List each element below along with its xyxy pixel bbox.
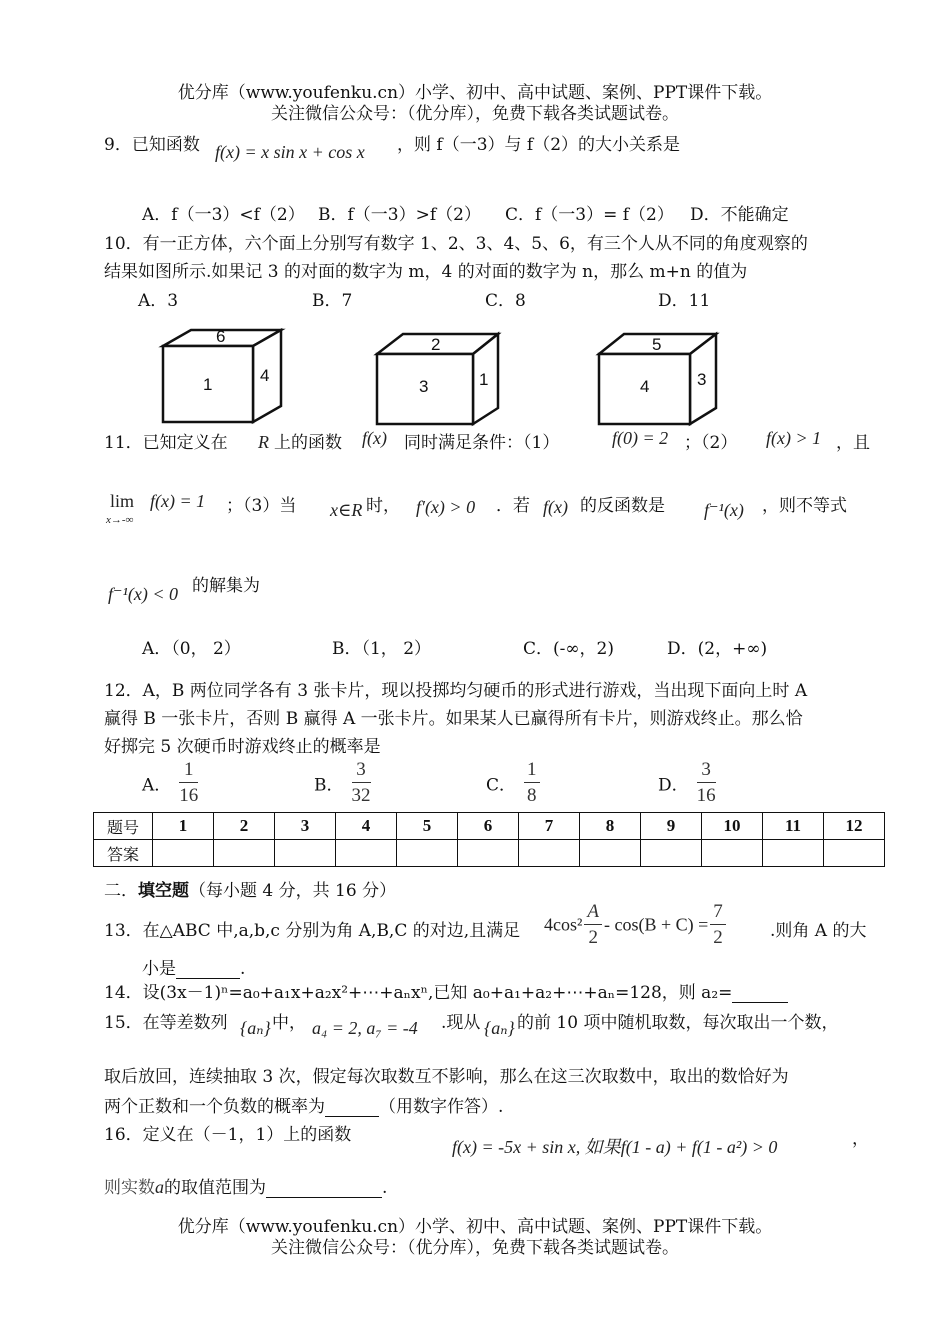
- q16-line-2-var: a: [155, 1177, 164, 1197]
- q11-line3-expr: f⁻¹(x) < 0: [108, 584, 179, 604]
- answer-cell[interactable]: [275, 840, 336, 867]
- footer-line-1: 优分库（www.youfenku.cn）小学、初中、高中试题、案例、PPT课件下载。: [177, 1217, 773, 1237]
- answer-cell[interactable]: [153, 840, 214, 867]
- q13-line-2-end: .: [240, 959, 246, 979]
- header-line-1: 优分库（www.youfenku.cn）小学、初中、高中试题、案例、PPT课件下载。: [177, 83, 773, 103]
- section-2-title: 填空题: [138, 881, 189, 901]
- q12-option-b-num: 3: [352, 760, 371, 783]
- q13-rhs-den: 2: [713, 926, 723, 948]
- q10-line-1: 10．有一正方体，六个面上分别写有数字 1、2、3、4、5、6，有三个人从不同的角度观察的: [104, 234, 808, 254]
- answer-cell[interactable]: [824, 840, 885, 867]
- q11-line1-d: ；（2）: [684, 433, 738, 453]
- q16-formula: f(x) = -5x + sin x, 如果f(1 - a) + f(1 - a²) > 0: [452, 1137, 778, 1157]
- header-line-2: 关注微信公众号：（优分库），免费下载各类试题试卷。: [271, 104, 679, 124]
- q10-option-d: D．11: [658, 291, 711, 311]
- answer-table: [93, 812, 885, 867]
- q11-option-b: B．（1， 2）: [332, 639, 432, 659]
- cube-2-side: 1: [479, 370, 489, 389]
- q12-option-c-den: 8: [527, 784, 537, 806]
- q15-seq-2: {aₙ}: [484, 1018, 515, 1038]
- q13-formula-a: 4cos²: [544, 914, 583, 935]
- q9-prefix: 9．已知函数: [104, 135, 200, 155]
- q15-line-3-b: （用数字作答）.: [379, 1097, 504, 1117]
- q11-line2-d: 的反函数是: [580, 496, 665, 516]
- q15-seq: {aₙ}: [240, 1018, 271, 1038]
- q11-lim-expr: f(x) = 1: [150, 491, 206, 511]
- q11-line1-R: R: [258, 432, 269, 452]
- q15-text-b: 中，: [272, 1013, 306, 1033]
- q9-option-b: B．f（一3）>f（2）: [318, 205, 481, 225]
- q11-line2-c: ．若: [496, 496, 530, 516]
- cube-1: [153, 326, 288, 426]
- footer-line-2: 关注微信公众号：（优分库），免费下载各类试题试卷。: [271, 1238, 679, 1258]
- answer-table-num: 12: [824, 813, 885, 840]
- q16-line-2: [104, 1173, 387, 1198]
- q11-line1-c: 同时满足条件：（1）: [404, 433, 560, 453]
- answer-table-answer-row: [94, 840, 885, 867]
- answer-table-num: 1: [153, 813, 214, 840]
- q10-line-2: 结果如图所示.如果记 3 的对面的数字为 m，4 的对面的数字为 n，那么 m+n 的值为: [104, 262, 748, 282]
- q9-option-d: D．不能确定: [690, 205, 789, 225]
- q13-line-2-text: 小是: [142, 959, 176, 979]
- q11-option-a: A．（0， 2）: [142, 639, 241, 659]
- answer-table-num: 5: [397, 813, 458, 840]
- answer-table-num: 3: [275, 813, 336, 840]
- q16-text-b: ，: [852, 1129, 869, 1149]
- q13-frac-den: 2: [588, 926, 598, 948]
- answer-table-num: 9: [641, 813, 702, 840]
- q12-line-1: 12．A，B 两位同学各有 3 张卡片，现以投掷均匀硬币的形式进行游戏，当出现下面向上时 A: [104, 681, 808, 701]
- q12-option-c-num: 1: [524, 760, 540, 783]
- q12-option-a-label: A．: [142, 775, 172, 796]
- q15-line-2: 取后放回，连续抽取 3 次，假定每次取数互不影响，那么在这三次取数中，取出的数恰好为: [104, 1067, 789, 1087]
- cube-2-top: 2: [431, 335, 441, 354]
- answer-table-num: 8: [580, 813, 641, 840]
- q12-option-b: [314, 760, 371, 806]
- cube-3-top: 5: [652, 335, 662, 354]
- q11-line2-f: f(x): [543, 497, 568, 517]
- q13-text-b: .则角 A 的大: [770, 921, 867, 941]
- q9-option-c: C．f（一3）= f（2）: [505, 205, 674, 225]
- q11-line1-f: f(x): [362, 428, 387, 448]
- answer-cell[interactable]: [458, 840, 519, 867]
- answer-table-num: 10: [702, 813, 763, 840]
- q10-option-b: B．7: [312, 291, 353, 311]
- q16-answer-blank[interactable]: [266, 1181, 382, 1198]
- q15-line-3: [104, 1092, 503, 1117]
- cube-1-top: 6: [216, 327, 226, 346]
- q15-text-c: .现从: [441, 1013, 481, 1033]
- answer-table-num: 4: [336, 813, 397, 840]
- q13-rhs-num: 7: [710, 902, 726, 925]
- q11-line2-b: 时，: [366, 496, 400, 516]
- answer-cell[interactable]: [702, 840, 763, 867]
- q11-lim: lim: [110, 491, 135, 511]
- answer-cell[interactable]: [397, 840, 458, 867]
- q16-text-a: 16．定义在（－1，1）上的函数: [104, 1125, 352, 1145]
- q12-option-a-den: 16: [179, 784, 199, 806]
- answer-table-num: 7: [519, 813, 580, 840]
- q14-text: 14．设(3x－1)ⁿ=a₀+a₁x+a₂x²+⋯+aₙxⁿ,已知 a₀+a₁+a₂+⋯+aₙ=128，则 a₂=: [104, 983, 733, 1003]
- cube-3-front: 4: [640, 377, 650, 396]
- q15-text-a: 15．在等差数列: [104, 1013, 228, 1033]
- q12-line-2: 赢得 B 一张卡片，否则 B 赢得 A 一张卡片。如果某人已赢得所有卡片，则游戏终止。那么恰: [104, 709, 803, 729]
- q13-frac-num: A: [584, 902, 602, 925]
- q13-line-2: [142, 954, 245, 979]
- section-2-note: （每小题 4 分，共 16 分）: [189, 881, 397, 901]
- answer-cell[interactable]: [336, 840, 397, 867]
- q14-line: [104, 978, 788, 1003]
- section-2-prefix: 二．: [104, 881, 138, 901]
- q11-line1-b: 上的函数: [274, 433, 342, 453]
- cube-1-front: 1: [203, 375, 213, 394]
- q12-option-c: [486, 760, 540, 806]
- q9-option-a: A．f（一3）<f（2）: [142, 205, 305, 225]
- q11-cond2: f(x) > 1: [766, 428, 822, 448]
- q14-answer-blank[interactable]: [732, 986, 788, 1003]
- q12-option-c-label: C．: [486, 775, 517, 796]
- answer-table-num: 11: [763, 813, 824, 840]
- answer-cell[interactable]: [214, 840, 275, 867]
- q15-text-d: 的前 10 项中随机取数，每次取出一个数，: [517, 1013, 839, 1033]
- q12-line-3: 好掷完 5 次硬币时游戏终止的概率是: [104, 737, 381, 757]
- answer-cell[interactable]: [519, 840, 580, 867]
- q13-text-a: 13．在△ABC 中,a,b,c 分别为角 A,B,C 的对边,且满足: [104, 921, 521, 941]
- answer-table-num: 2: [214, 813, 275, 840]
- q16-line-2-a: 则实数: [104, 1178, 155, 1198]
- answer-table-num: 6: [458, 813, 519, 840]
- q12-option-b-label: B．: [314, 775, 344, 796]
- q13-answer-blank[interactable]: [176, 962, 240, 979]
- q11-option-d: D．(2，+∞): [667, 639, 768, 659]
- q12-option-b-den: 32: [351, 784, 371, 806]
- q12-option-a: [142, 760, 198, 806]
- answer-cell[interactable]: [641, 840, 702, 867]
- q13-formula-b: - cos(B + C) =: [604, 914, 709, 935]
- answer-cell[interactable]: [580, 840, 641, 867]
- q12-option-d: [658, 760, 716, 806]
- q12-option-d-num: 3: [697, 760, 716, 783]
- q15-cond: a₄ = 2, a₇ = -4: [312, 1018, 418, 1038]
- q11-line1-a: 11．已知定义在: [104, 433, 228, 453]
- q11-lim-sub: x→-∞: [106, 514, 134, 526]
- q12-option-d-label: D．: [658, 775, 689, 796]
- cube-2-front: 3: [419, 377, 429, 396]
- q11-line2-a: ；（3）当: [226, 496, 297, 516]
- q9-formula: f(x) = x sin x + cos x: [215, 142, 365, 162]
- answer-table-header-row: [94, 813, 885, 840]
- q16-line-2-b: 的取值范围为: [164, 1178, 266, 1198]
- q12-option-a-num: 1: [179, 760, 198, 783]
- q11-line2-e: ，则不等式: [762, 496, 847, 516]
- q15-line-3-a: 两个正数和一个负数的概率为: [104, 1097, 325, 1117]
- cube-3-side: 3: [697, 370, 707, 389]
- cube-2: [373, 330, 508, 428]
- q11-cond1: f(0) = 2: [612, 428, 669, 448]
- q13-formula: [544, 902, 726, 948]
- q11-option-c: C．(-∞，2): [523, 639, 614, 659]
- answer-cell[interactable]: [763, 840, 824, 867]
- q11-line1-e: ，且: [836, 433, 870, 453]
- cube-3: [594, 330, 724, 428]
- q16-line-2-end: .: [382, 1178, 388, 1198]
- section-2-heading: [104, 876, 396, 901]
- answer-table-label-tihao: 题号: [94, 813, 153, 840]
- q11-line2-cond: x∈R: [330, 500, 363, 520]
- q10-option-c: C．8: [485, 291, 526, 311]
- q11-line3-text: 的解集为: [192, 576, 260, 596]
- q9-suffix: ，则 f（一3）与 f（2）的大小关系是: [397, 135, 681, 155]
- q11-line2-deriv: f′(x) > 0: [416, 497, 476, 517]
- cube-1-side: 4: [260, 366, 270, 385]
- answer-table-label-daan: 答案: [94, 840, 153, 867]
- q15-answer-blank[interactable]: [325, 1100, 379, 1117]
- q10-option-a: A．3: [138, 291, 179, 311]
- q11-line2-inv: f⁻¹(x): [704, 500, 744, 520]
- q12-option-d-den: 16: [696, 784, 716, 806]
